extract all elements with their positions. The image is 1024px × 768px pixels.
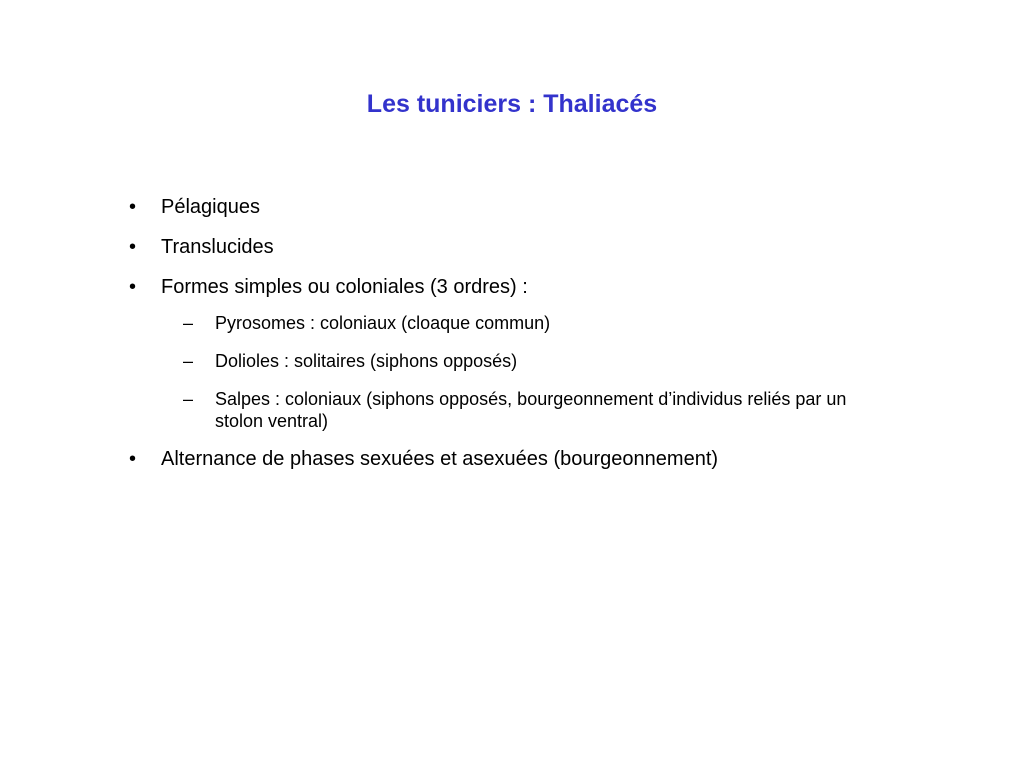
- sub-bullet-list: [161, 312, 865, 432]
- bullet-item: [125, 274, 865, 432]
- bullet-text: Translucides: [161, 236, 274, 258]
- bullet-text: Alternance de phases sexuées et asexuées (bourgeonnement): [161, 448, 719, 470]
- sub-bullet-text: Dolioles : solitaires (siphons opposés): [215, 351, 518, 371]
- sub-bullet-text: Pyrosomes : coloniaux (cloaque commun): [215, 313, 551, 333]
- sub-bullet-item: [161, 350, 865, 372]
- sub-bullet-marker: –: [183, 351, 194, 371]
- sub-bullet-marker: –: [183, 313, 194, 333]
- sub-bullet-item: [161, 312, 865, 334]
- sub-bullet-marker: –: [183, 389, 194, 409]
- bullet-marker: •: [129, 236, 137, 258]
- sub-bullet-item: [161, 388, 865, 432]
- bullet-item: [125, 234, 865, 260]
- bullet-marker: •: [129, 448, 137, 470]
- bullet-list: [125, 194, 865, 486]
- bullet-item: [125, 446, 865, 472]
- bullet-text: Pélagiques: [161, 196, 260, 218]
- bullet-text: Formes simples ou coloniales (3 ordres) :: [161, 276, 528, 298]
- bullet-marker: •: [129, 196, 137, 218]
- bullet-marker: •: [129, 276, 137, 298]
- slide-title: Les tuniciers : Thaliacés: [366, 90, 658, 118]
- sub-bullet-text: Salpes : coloniaux (siphons opposés, bourgeonnement d’individus reliés par un stolon ventral): [215, 389, 847, 431]
- bullet-item: [125, 194, 865, 220]
